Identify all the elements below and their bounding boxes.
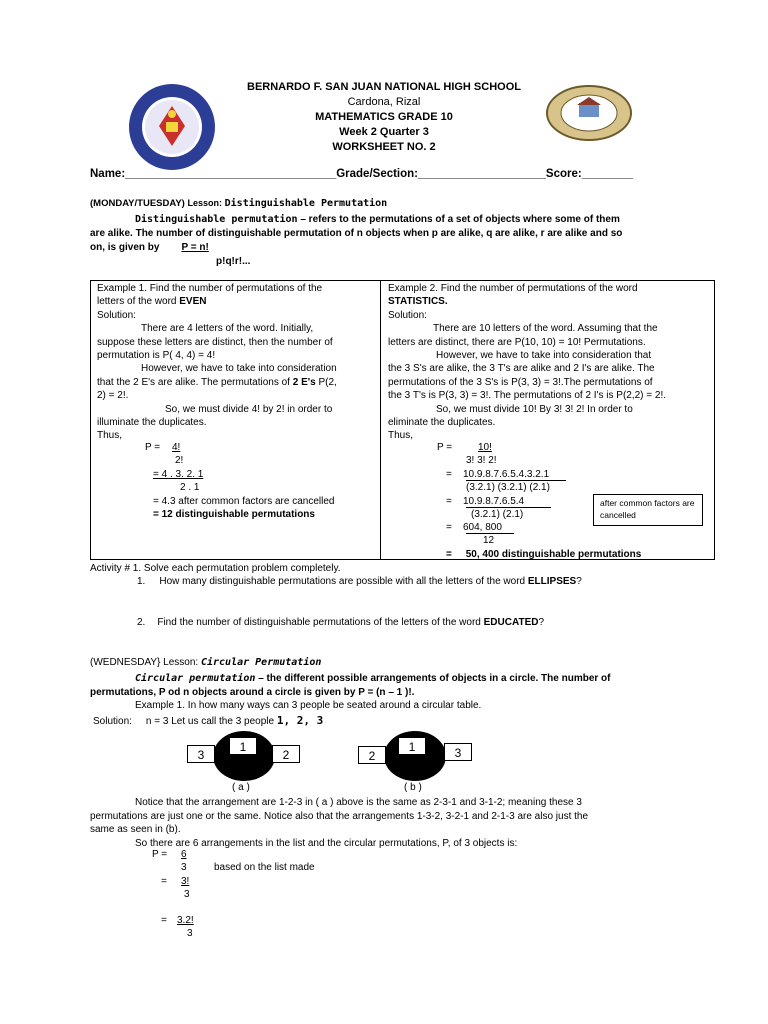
name-grade-score-line: Name:_________________________________Grade/Section:____________________Score:________: [90, 168, 633, 180]
example1-p-label: P =: [145, 442, 161, 453]
lesson1-heading: [90, 198, 387, 209]
formula2-numerator: 3!: [181, 876, 190, 887]
lesson2-example: Example 1. In how many ways can 3 people be seated around a circular table.: [135, 700, 482, 711]
example2-text: Example 2. Find the number of permutations of the word STATISTICS. Solution: There are 10 letters of the word. Assuming that the letters are distinct, there are P(10, 10) = 10! Permutations. However, we have to take into consideration that the 3 S's are alike, the 3 T's are alike and 2 I's are alike. The permutations of the 3 S's is P(3, 3) = 3!.The permutations of the 3 T's is P(3, 3) = 3!. The permutations of 2 I's is P(2,2) = 2!. So, we must divide 10! By 3! 3! 2! In order to eliminate the duplicates. Thus,: [388, 282, 713, 443]
lesson2-heading: [90, 657, 321, 668]
example2-word: STATISTICS.: [388, 296, 448, 308]
formula3-denominator: 3: [187, 928, 193, 939]
formula3-label: =: [161, 915, 167, 926]
example2-step4-denominator: 12: [483, 535, 495, 546]
seat-a-right: 2: [272, 745, 300, 763]
example2-p-label: P =: [437, 442, 453, 453]
example1-p-numerator: 4!: [172, 442, 181, 453]
example2-p-numerator: 10!: [478, 442, 492, 453]
formula1-denominator: 3: [181, 862, 187, 873]
q1-number: 1.: [137, 576, 146, 587]
lesson2-day: (WEDNESDAY} Lesson:: [90, 657, 199, 668]
formula2-label: =: [161, 876, 167, 887]
example2-step3-numerator: = 10.9.8.7.6.5.4: [446, 496, 525, 507]
seat-a-left: 3: [187, 745, 215, 763]
example2-step4-numerator: = 604, 800: [446, 522, 502, 533]
formula3-numerator: 3.2!: [177, 915, 194, 926]
lesson2-title: Circular Permutation: [200, 657, 322, 668]
people-labels: 1, 2, 3: [276, 714, 324, 727]
lesson1-formula-numerator: P = n!: [181, 242, 209, 253]
example2-note-box: after common factors are cancelled: [593, 494, 703, 526]
formula1-label: P =: [152, 849, 168, 860]
notice-paragraph: Notice that the arrangement are 1-2-3 in ( a ) above is the same as 2-3-1 and 3-1-2; meaning these 3 permutations are just one or the same. Notice also that the arrangements 1-3-2, 3-2-1 and 2-1-3 are also just the same as seen in (b). So there are 6 arrangements in the list and the circular permutations, P, of 3 objects is:: [90, 797, 589, 849]
example1-step3: = 4.3 after common factors are cancelled: [153, 496, 335, 507]
seat-b-left: 2: [358, 746, 386, 764]
q1-word: ELLIPSES: [527, 576, 577, 587]
example1-step2-numerator: = 4 . 3. 2. 1: [153, 469, 204, 480]
worksheet-title: WORKSHEET NO. 2: [332, 141, 436, 153]
example2-result: = 50, 400 distinguishable permutations: [446, 549, 642, 560]
example2-step3-denominator: (3.2.1) (2.1): [471, 509, 524, 520]
lesson2-solution: Solution: n = 3 Let us call the 3 people 1, 2, 3: [93, 714, 324, 727]
school-name: BERNARDO F. SAN JUAN NATIONAL HIGH SCHOOL: [247, 81, 521, 93]
example1-p-denominator: 2!: [175, 455, 184, 466]
lesson2-def-term: Circular permutation: [135, 673, 256, 684]
example1-step2-denominator: 2 . 1: [180, 482, 200, 493]
diagram-b-label: ( b ): [404, 782, 422, 793]
lesson1-def-term: Distinguishable permutation: [135, 214, 298, 225]
school-location: Cardona, Rizal: [347, 96, 421, 108]
lesson1-title: Distinguishable Permutation: [224, 198, 388, 209]
q2-word: EDUCATED: [483, 617, 539, 628]
activity-question-1: 1. How many distinguishable permutations are possible with all the letters of the word ELLIPSES?: [137, 576, 582, 587]
formula2-denominator: 3: [184, 889, 190, 900]
formula1-note: based on the list made: [214, 862, 315, 873]
subject-title: MATHEMATICS GRADE 10: [315, 111, 453, 123]
diagram-a-label: ( a ): [232, 782, 250, 793]
example1-result: = 12 distinguishable permutations: [153, 509, 315, 520]
seat-b-top: 1: [398, 737, 426, 755]
lesson1-definition: Distinguishable permutation – refers to the permutations of a set of objects where some of them are alike. The number of distinguishable permutation of n objects when p are alike, q are alike, r are alike and so on, is given by P = n! p!q!r!...: [90, 213, 720, 269]
examples-divider: [380, 280, 381, 560]
example2-p-denominator: 3! 3! 2!: [466, 455, 497, 466]
lesson2-definition: Circular permutation – the different possible arrangements of objects in a circle. The number of permutations, P od n objects around a circle is given by P = (n – 1 )!.: [90, 673, 611, 698]
lesson1-day: (MONDAY/TUESDAY): [90, 198, 185, 209]
q2-number: 2.: [137, 617, 146, 628]
example1-word: EVEN: [179, 296, 207, 308]
seat-b-right: 3: [444, 743, 472, 761]
lesson1-formula-denominator: p!q!r!...: [216, 256, 251, 267]
activity-title: Activity # 1. Solve each permutation problem completely.: [90, 563, 341, 574]
formula1-numerator: 6: [181, 849, 187, 860]
activity-question-2: 2. Find the number of distinguishable permutations of the letters of the word EDUCATED?: [137, 617, 545, 628]
seat-a-top: 1: [229, 737, 257, 755]
example2-step2-denominator: (3.2.1) (3.2.1) (2.1): [466, 482, 550, 493]
example2-step2-numerator: = 10.9.8.7.6.5.4.3.2.1: [446, 469, 550, 480]
example1-text: Example 1. Find the number of permutations of the letters of the word EVEN Solution: There are 4 letters of the word. Initially, suppose these letters are distinct, then the number of permutation is P( 4, 4) = 4! However, we have to take into consideration that the 2 E's are alike. The permutations of 2 E's P(2, 2) = 2!. So, we must divide 4! by 2! in order to illuminate the duplicates. Thus,: [97, 283, 337, 442]
period-title: Week 2 Quarter 3: [339, 126, 429, 138]
lesson1-label: Lesson:: [187, 198, 222, 208]
